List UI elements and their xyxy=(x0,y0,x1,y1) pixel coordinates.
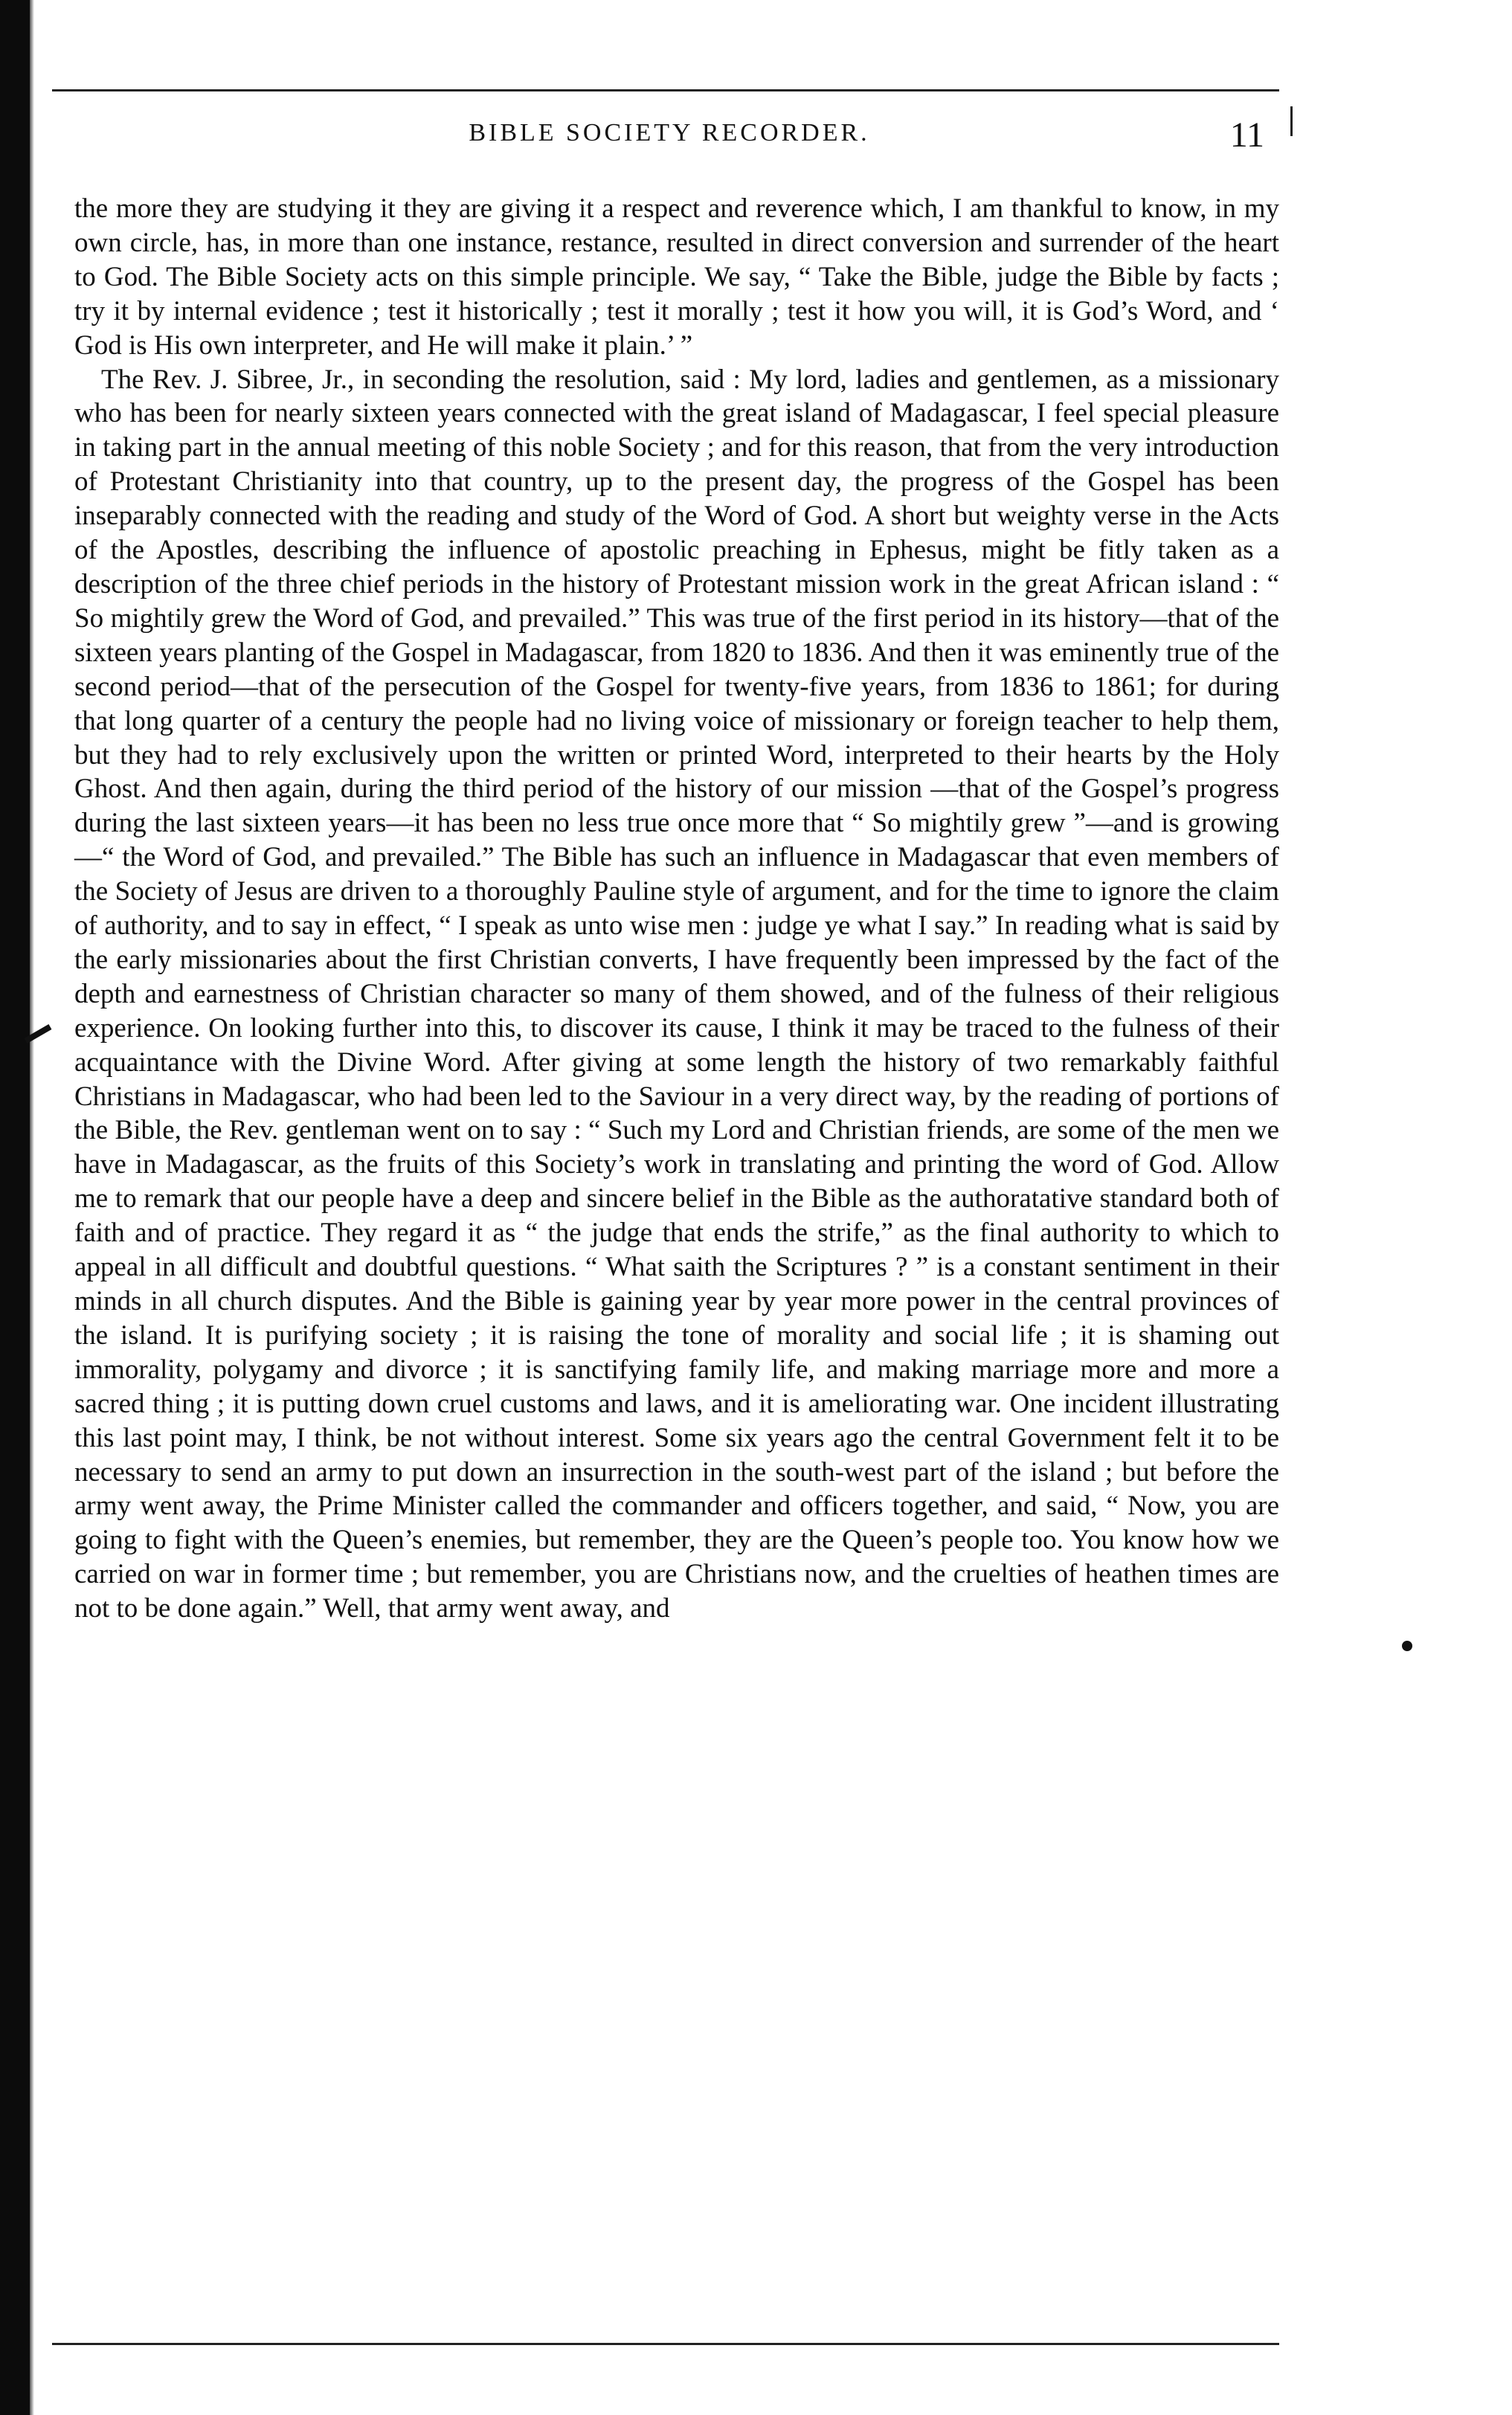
paragraph-sibree-speech: The Rev. J. Sibree, Jr., in seconding the resolution, said : My lord, ladies and gentlemen, as a missionary who has been for nearly sixteen years connected with the great island of Madagascar, I feel special pleasure in taking part in the annual meeting of this noble Society ; and for this reason, that from the very introduction of Protestant Christianity into that country, up to the present day, the progress of the Gospel has been inseparably connected with the reading and study of the Word of God. A short but weighty verse in the Acts of the Apostles, describing the influence of apostolic preaching in Ephesus, might be fitly taken as a description of the three chief periods in the history of Protestant mission work in the great African island : “ So mightily grew the Word of God, and prevailed.” This was true of the first period in its history—that of the sixteen years planting of the Gospel in Madagascar, from 1820 to 1836. And then it was eminently true of the second period—that of the persecution of the Gospel for twenty-five years, from 1836 to 1861; for during that long quarter of a century the people had no living voice of missionary or foreign teacher to help them, but they had to rely exclusively upon the written or printed Word, interpreted to their hearts by the Holy Ghost. And then again, during the third period of the history of our mission —that of the Gospel’s progress during the last sixteen years—it has been no less true once more that “ So mightily grew ”—and is growing—“ the Word of God, and prevailed.” The Bible has such an influence in Madagascar that even members of the Society of Jesus are driven to a thoroughly Pauline style of argument, and for the time to ignore the claim of authority, and to say in effect, “ I speak as unto wise men : judge ye what I say.” In reading what is said by the early missionaries about the first Christian converts, I have frequently been impressed by the fact of the depth and earnestness of Christian character so many of them showed, and of the fulness of their religious experience. On looking further into this, to discover its cause, I think it may be traced to the fulness of their acquaintance with the Divine Word. After giving at some length the history of two remarkably faithful Christians in Madagascar, who had been led to the Saviour in a very direct way, by the reading of portions of the Bible, the Rev. gentleman went on to say : “ Such my Lord and Christian friends, are some of the men we have in Madagascar, as the fruits of this Society’s work in translating and printing the word of God. Allow me to remark that our people have a deep and sincere belief in the Bible as the authoratative standard both of faith and of practice. They regard it as “ the judge that ends the strife,” as the final authority to which to appeal in all difficult and doubtful questions. “ What saith the Scriptures ? ” is a constant sentiment in their minds in all church disputes. And the Bible is gaining year by year more power in the central provinces of the island. It is purifying society ; it is raising the tone of morality and social life ; it is shaming out immorality, polygamy and divorce ; it is sanctifying family life, and making marriage more and more a sacred thing ; it is putting down cruel customs and laws, and it is ameliorating war. One incident illustrating this last point may, I think, be not without interest. Some six years ago the central Government felt it to be necessary to send an army to put down an insurrection in the south-west part of the island ; but before the army went away, the Prime Minister called the commander and officers together, and said, “ Now, you are going to fight with the Queen’s enemies, but remember, they are the Queen’s people too. You know how we carried on war in former time ; but remember, you are Christians now, and the cruelties of heathen times are not to be done again.” Well, that army went away, and xyxy=(74,364,1279,1624)
bottom-rule xyxy=(52,2343,1279,2345)
running-title: BIBLE SOCIETY RECORDER. xyxy=(469,119,870,147)
page-header xyxy=(74,115,1264,167)
article-body xyxy=(74,192,1279,2326)
page-number: 11 xyxy=(1229,115,1264,155)
binding-shadow xyxy=(30,0,34,2415)
top-rule xyxy=(52,89,1279,91)
paragraph-continued: the more they are studying it they are giving it a respect and reverence which, I am thankful to know, in my own circle, has, in more than one instance, restance, resulted in direct conversion and surrender of the heart to God. The Bible Society acts on this simple principle. We say, “ Take the Bible, judge the Bible by facts ; try it by internal evidence ; test it historically ; test it morally ; test it how you will, it is God’s Word, and ‘ God is His own interpreter, and He will make it plain.’ ” xyxy=(74,193,1279,361)
top-rule-tick xyxy=(1290,106,1293,136)
binding-edge xyxy=(0,0,30,2415)
margin-dot-mark xyxy=(1402,1641,1412,1651)
